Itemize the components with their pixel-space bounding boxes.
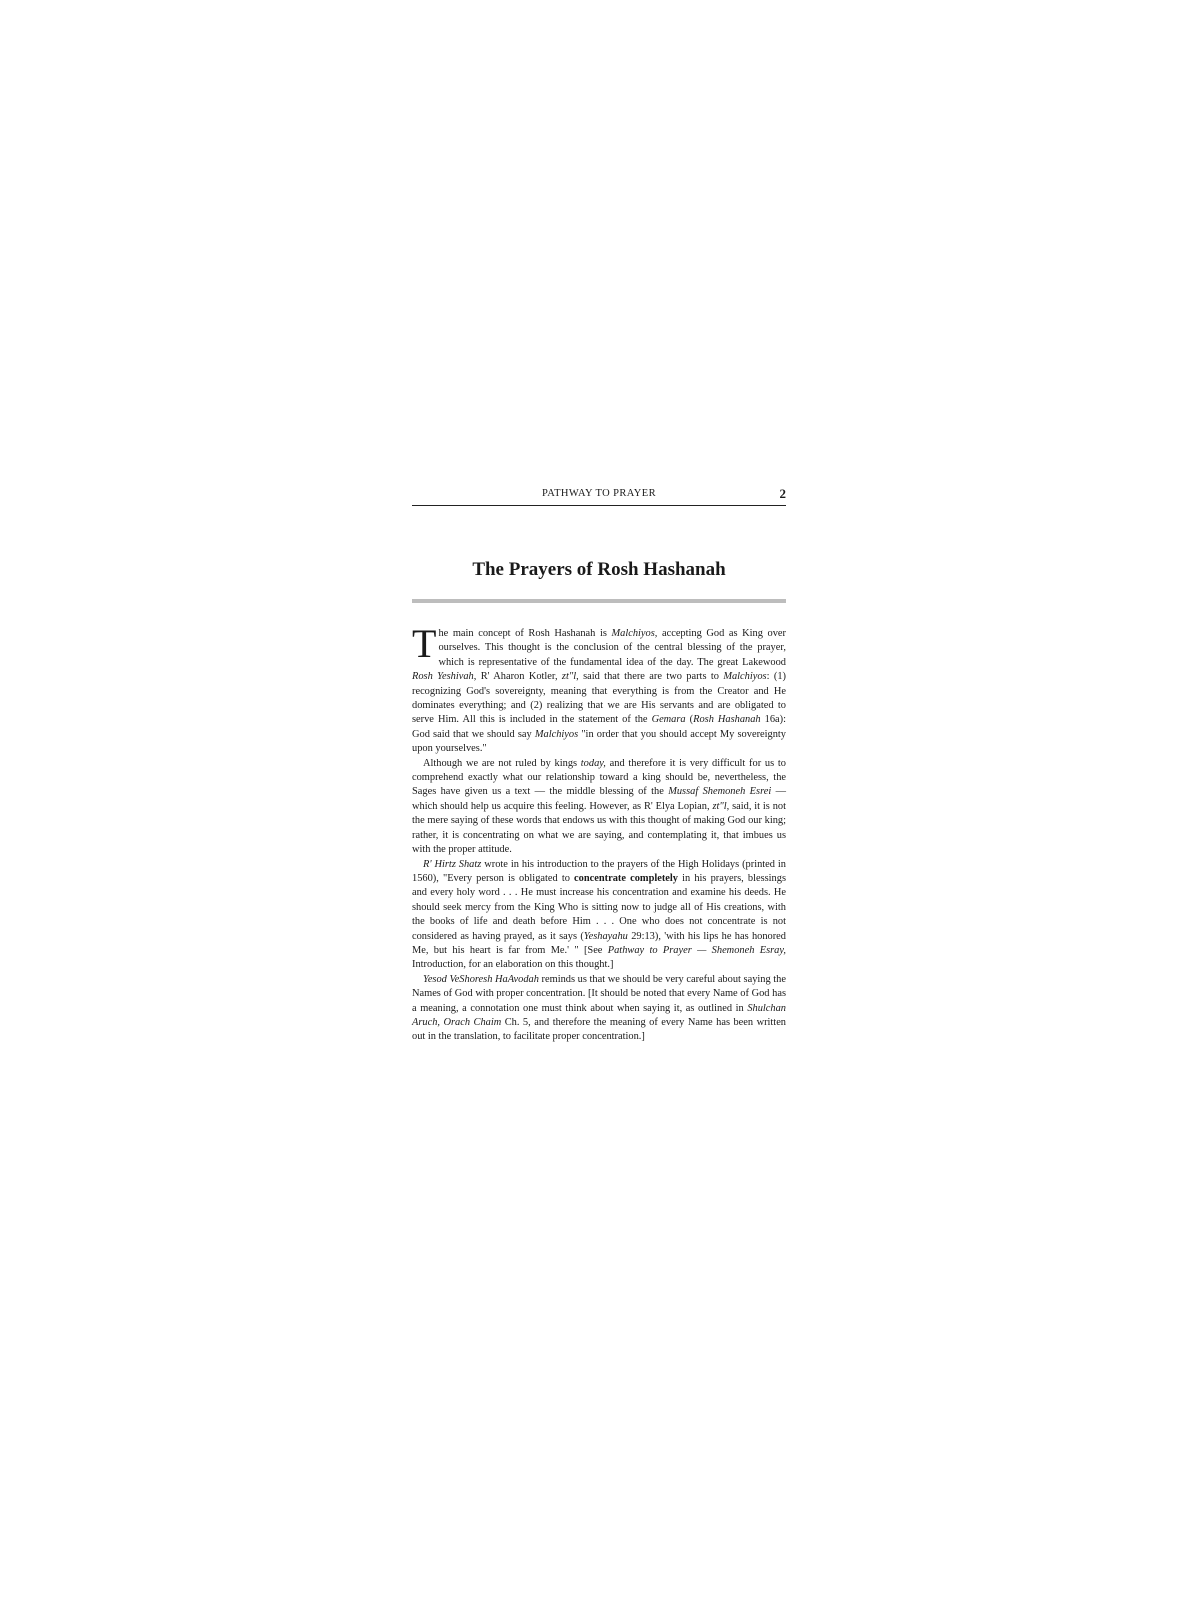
text-run: reminds us that we should be very careful about saying the Names of God with proper concentration. [It should be noted that every Name of God has a meaning, a connotation one must think about when saying it, as outlined in bbox=[412, 973, 786, 1014]
text-run: Introduction, for an elaboration on this thought.] bbox=[412, 959, 614, 971]
chapter-title: The Prayers of Rosh Hashanah bbox=[472, 559, 726, 580]
text-run: wrote in his introduction to the prayers of the High Holidays (printed in 1560), "Every person is obligated to bbox=[412, 858, 786, 884]
text-run: in his prayers, blessings and every holy word . . . He must increase his concentration and examine his deeds. He should seek mercy from the King Who is sitting now to judge all of His creations, with the books of life and death before Him . . . One who does not concentrate is not considered as having prayed, as it says ( bbox=[412, 872, 786, 942]
paragraph-4 bbox=[412, 973, 786, 1045]
italic-run: Malchiyos bbox=[534, 728, 579, 740]
text-run: said, it is not the mere saying of these words that endows us with this thought of making God our king; rather, it is concentrating on what we are saying, and contemplating it, that imbues us with the proper attitude. bbox=[412, 800, 786, 856]
running-title: PATHWAY TO PRAYER bbox=[542, 488, 656, 499]
text-run: , R' Aharon Kotler, bbox=[473, 671, 562, 683]
italic-run: zt"l, bbox=[712, 800, 730, 812]
page-number: 2 bbox=[779, 486, 786, 501]
text-run: 16a): God said that we should say bbox=[412, 714, 787, 740]
text-run: ( bbox=[685, 714, 694, 726]
italic-run: Rosh Hashanah bbox=[693, 714, 761, 726]
text-run: he main concept of Rosh Hashanah is bbox=[438, 628, 612, 639]
text-run: : (1) recognizing God's sovereignty, meaning that everything is from the Creator and He dominates everything; and (2) realizing that we are His servants and are obligated to serve Him. All this is included in the statement of the bbox=[412, 671, 786, 726]
paragraph-1 bbox=[412, 621, 787, 757]
text-run: and therefore it is very difficult for us to comprehend exactly what our relationship toward a king should be, nevertheless, the Sages have given us a text — the middle blessing of the bbox=[412, 757, 786, 798]
body-text bbox=[412, 621, 787, 1045]
italic-run: Pathway to Prayer — Shemoneh Esray, bbox=[607, 944, 786, 956]
bold-run: concentrate completely bbox=[574, 872, 678, 884]
italic-run: R' Hirtz Shatz bbox=[423, 858, 482, 870]
title-rule bbox=[412, 599, 786, 603]
paragraph-3 bbox=[412, 858, 786, 973]
drop-cap: T bbox=[412, 621, 437, 666]
text-run: , said that there are two parts to bbox=[576, 671, 724, 683]
italic-run: zt"l bbox=[561, 671, 577, 683]
italic-run: Malchiyos bbox=[723, 671, 767, 683]
text-run: Ch. 5, and therefore the meaning of every Name has been written out in the translation, to facilitate proper concentration.] bbox=[412, 1016, 787, 1043]
text-run: "in order that you should accept My sovereignty upon yourselves." bbox=[412, 728, 786, 755]
italic-run: Rosh Yeshivah bbox=[412, 671, 474, 683]
text-run: Although we are not ruled by kings bbox=[423, 757, 581, 769]
text-run: — which should help us acquire this feeling. However, as R' Elya Lopian, bbox=[412, 786, 786, 812]
book-page bbox=[412, 486, 786, 1045]
italic-run: Shulchan Aruch, Orach Chaim bbox=[412, 1002, 786, 1028]
text-run: 29:13), 'with his lips he has honored Me, but his heart is far from Me.' " [See bbox=[412, 930, 786, 956]
italic-run: today, bbox=[580, 757, 606, 769]
italic-run: Gemara bbox=[651, 714, 686, 726]
italic-run: Yeshayahu bbox=[583, 930, 628, 942]
running-header bbox=[412, 486, 786, 506]
italic-run: Malchiyos, bbox=[611, 628, 658, 639]
text-run: accepting God as King over ourselves. This thought is the conclusion of the central blessing of the prayer, which is representative of the fundamental idea of the day. The great Lakewood bbox=[438, 628, 786, 668]
italic-run: Mussaf Shemoneh Esrei bbox=[668, 786, 772, 798]
italic-run: Yesod VeShoresh HaAvodah bbox=[423, 973, 539, 985]
paragraph-2 bbox=[412, 757, 786, 858]
